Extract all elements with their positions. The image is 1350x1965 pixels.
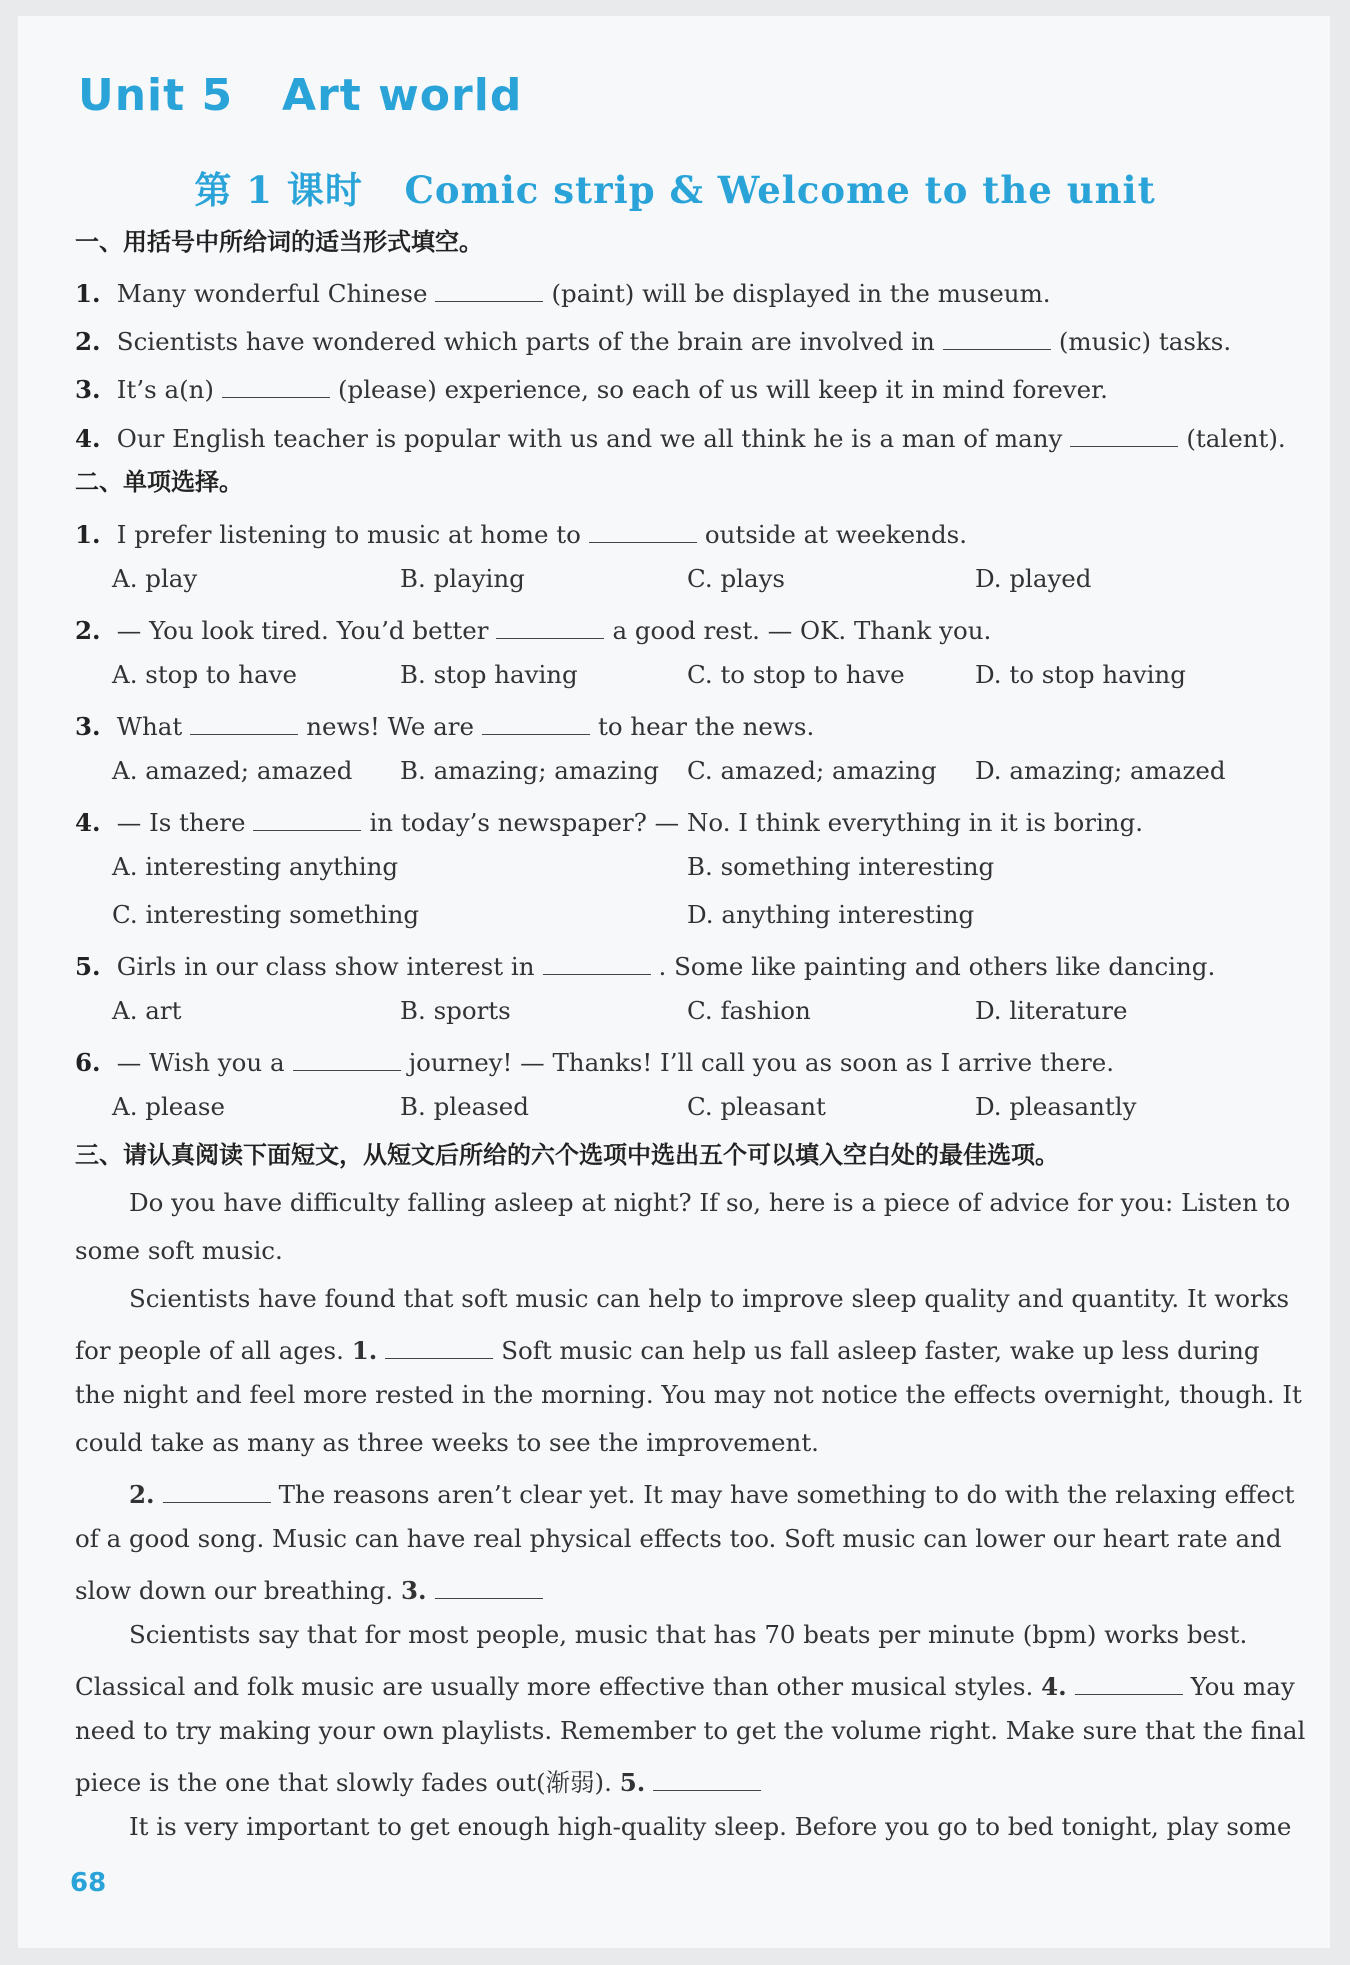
passage-line: 2. The reasons aren’t clear yet. It may have something to do with the relaxing effect: [75, 1474, 1317, 1512]
answer-blank[interactable]: [482, 706, 590, 735]
passage-line: need to try making your own playlists. Remember to get the volume right. Make sure that the final: [75, 1716, 1306, 1745]
s2-question-6: 6. — Wish you a journey! — Thanks! I’ll call you as soon as I arrive there.: [75, 1042, 1275, 1080]
section1-heading: 一、用括号中所给词的适当形式填空。: [75, 228, 483, 256]
answer-blank[interactable]: [435, 273, 543, 302]
passage-line: Do you have difficulty falling asleep at night? If so, here is a piece of advice for you: Listen to: [129, 1188, 1291, 1217]
passage-line: piece is the one that slowly fades out(渐弱). 5.: [75, 1762, 1263, 1800]
blank-number: 1.: [351, 1336, 378, 1365]
blank-number: 3.: [400, 1576, 427, 1605]
answer-blank[interactable]: [943, 321, 1051, 350]
s2-question-3: 3. What news! We are to hear the news.: [75, 706, 1275, 744]
option-d[interactable]: D. to stop having: [975, 660, 1186, 689]
option-c[interactable]: C. fashion: [687, 996, 811, 1025]
option-d[interactable]: D. literature: [975, 996, 1128, 1025]
section2-heading: 二、单项选择。: [75, 468, 243, 496]
option-b[interactable]: B. sports: [400, 996, 511, 1025]
passage-line: the night and feel more rested in the morning. You may not notice the effects overnight, though. It: [75, 1380, 1302, 1409]
option-c[interactable]: C. interesting something: [112, 900, 420, 929]
option-a[interactable]: A. please: [112, 1092, 225, 1121]
answer-blank[interactable]: [435, 1570, 543, 1599]
blank-number: 5.: [619, 1768, 646, 1797]
passage-line: could take as many as three weeks to see the improvement.: [75, 1428, 819, 1457]
option-d[interactable]: D. amazing; amazed: [975, 756, 1226, 785]
option-a[interactable]: A. art: [112, 996, 182, 1025]
s1-item-2: 2. Scientists have wondered which parts of the brain are involved in (music) tasks.: [75, 321, 1275, 359]
option-a[interactable]: A. stop to have: [112, 660, 298, 689]
answer-blank[interactable]: [496, 610, 604, 639]
option-b[interactable]: B. playing: [400, 564, 525, 593]
option-c[interactable]: C. pleasant: [687, 1092, 826, 1121]
option-b[interactable]: B. amazing; amazing: [400, 756, 659, 785]
s1-item-1: 1. Many wonderful Chinese (paint) will be displayed in the museum.: [75, 273, 1275, 311]
s2-question-5: 5. Girls in our class show interest in . Some like painting and others like dancing.: [75, 946, 1275, 984]
s2-question-1: 1. I prefer listening to music at home to outside at weekends.: [75, 514, 1275, 552]
answer-blank[interactable]: [653, 1762, 761, 1791]
answer-blank[interactable]: [1075, 1666, 1183, 1695]
passage-line: Scientists have found that soft music can help to improve sleep quality and quantity. It works: [129, 1284, 1290, 1313]
answer-blank[interactable]: [543, 946, 651, 975]
answer-blank[interactable]: [1070, 418, 1178, 447]
option-d[interactable]: D. pleasantly: [975, 1092, 1137, 1121]
option-d[interactable]: D. anything interesting: [687, 900, 975, 929]
option-c[interactable]: C. plays: [687, 564, 785, 593]
answer-blank[interactable]: [222, 369, 330, 398]
passage-line: some soft music.: [75, 1236, 283, 1265]
option-a[interactable]: A. play: [112, 564, 198, 593]
section3-heading: 三、请认真阅读下面短文，从短文后所给的六个选项中选出五个可以填入空白处的最佳选项。: [75, 1141, 1059, 1169]
option-a[interactable]: A. amazed; amazed: [112, 756, 353, 785]
s1-item-3: 3. It’s a(n) (please) experience, so each of us will keep it in mind forever.: [75, 369, 1275, 407]
passage-line: Classical and folk music are usually more effective than other musical styles. 4. You may: [75, 1666, 1263, 1704]
blank-number: 4.: [1041, 1672, 1067, 1701]
passage-line: It is very important to get enough high-quality sleep. Before you go to bed tonight, play some: [129, 1812, 1292, 1841]
unit-title: Unit 5 Art world: [78, 70, 523, 121]
passage-line: Scientists say that for most people, music that has 70 beats per minute (bpm) works best.: [129, 1620, 1248, 1649]
lesson-title: 第 1 课时 Comic strip & Welcome to the unit: [194, 168, 1156, 212]
s1-item-4: 4. Our English teacher is popular with us and we all think he is a man of many (talent).: [75, 418, 1275, 456]
option-b[interactable]: B. stop having: [400, 660, 578, 689]
s2-question-2: 2. — You look tired. You’d better a good rest. — OK. Thank you.: [75, 610, 1275, 648]
answer-blank[interactable]: [293, 1042, 401, 1071]
passage-line: slow down our breathing. 3.: [75, 1570, 1263, 1608]
answer-blank[interactable]: [163, 1474, 271, 1503]
option-a[interactable]: A. interesting anything: [112, 852, 399, 881]
option-c[interactable]: C. amazed; amazing: [687, 756, 937, 785]
answer-blank[interactable]: [385, 1330, 493, 1359]
option-c[interactable]: C. to stop to have: [687, 660, 905, 689]
option-b[interactable]: B. pleased: [400, 1092, 529, 1121]
answer-blank[interactable]: [190, 706, 298, 735]
answer-blank[interactable]: [589, 514, 697, 543]
option-b[interactable]: B. something interesting: [687, 852, 995, 881]
s2-question-4: 4. — Is there in today’s newspaper? — No. I think everything in it is boring.: [75, 802, 1275, 840]
option-d[interactable]: D. played: [975, 564, 1092, 593]
blank-number: 2.: [129, 1480, 155, 1509]
answer-blank[interactable]: [253, 802, 361, 831]
page-number: 68: [70, 1868, 107, 1898]
passage-line: for people of all ages. 1. Soft music can help us fall asleep faster, wake up less during: [75, 1330, 1263, 1368]
passage-line: of a good song. Music can have real physical effects too. Soft music can lower our heart rate and: [75, 1524, 1282, 1553]
